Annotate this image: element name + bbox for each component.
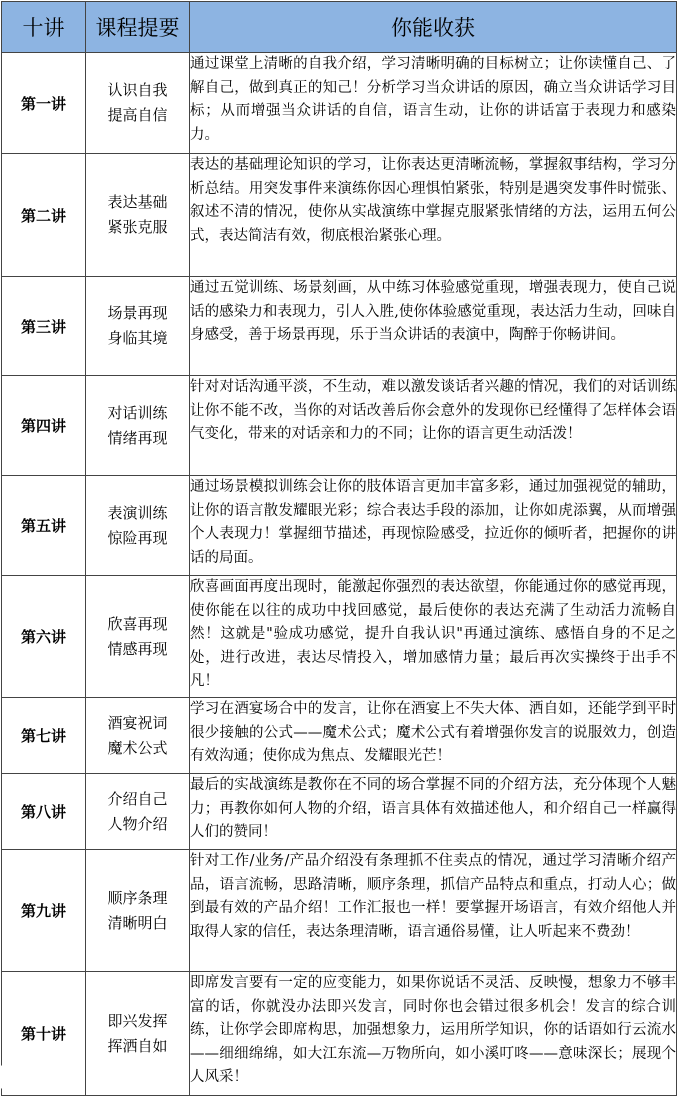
topic-cell — [86, 376, 190, 476]
lecture-cell: 第一讲 — [2, 53, 86, 154]
lecture-cell: 第五讲 — [2, 476, 86, 576]
topic-line: 挥洒自如 — [107, 1036, 168, 1055]
topic-cell — [86, 53, 190, 154]
topic-line: 表达基础 — [107, 193, 168, 211]
lecture-cell: 第四讲 — [2, 376, 86, 476]
topic-cell — [86, 698, 190, 774]
topic-line: 紧张克服 — [107, 218, 168, 236]
table-row — [2, 774, 677, 850]
topic-line: 人物介绍 — [107, 814, 168, 833]
gain-cell: 学习在酒宴场合中的发言，让你在酒宴上不失大体、洒自如，还能学到平时很少接触的公式——魔术公式；魔术公式有着增强你发言的说服效力，创造有效沟通；使你成为焦点、发耀眼光芒！ — [190, 698, 677, 774]
topic-line: 酒宴祝词 — [107, 713, 168, 732]
topic-line: 认识自我 — [107, 81, 168, 99]
topic-line: 情感再现 — [107, 639, 168, 658]
table-row — [2, 53, 677, 154]
gain-cell: 针对对话沟通平淡，不生动，难以激发谈话者兴趣的情况，我们的对话训练让你不能不改，当你的对话改善后你会意外的发现你已经懂得了怎样体会语气变化，带来的对话亲和力的不同；让你的语言更生动活泼！ — [190, 376, 677, 476]
table-row — [2, 476, 677, 576]
gain-cell: 通过场景模拟训练会让你的肢体语言更加丰富多彩，通过加强视觉的辅助，让你的语言散发耀眼光彩；综合表达手段的添加，让你如虎添翼，从而增强个人表现力！掌握细节描述，再现惊险感受，拉近你的倾听者，把握你的讲话的局面。 — [190, 476, 677, 576]
table-row — [2, 154, 677, 277]
topic-line: 惊险再现 — [107, 528, 168, 547]
topic-cell — [86, 154, 190, 277]
topic-line: 清晰明白 — [107, 913, 168, 932]
header-row — [2, 2, 677, 53]
topic-line: 对话训练 — [107, 403, 168, 422]
table-row — [2, 698, 677, 774]
topic-cell — [86, 277, 190, 376]
lecture-cell: 第六讲 — [2, 576, 86, 698]
lecture-cell: 第三讲 — [2, 277, 86, 376]
topic-line: 即兴发挥 — [107, 1011, 168, 1030]
gain-cell: 通过课堂上清晰的自我介绍，学习清晰明确的目标树立；让你读懂自己、了解自己，做到真正的知己！分析学习当众讲话的原因，确立当众讲话学习目标；从而增强当众讲话的自信，语言生动，让你的讲话富于表现力和感染力。 — [190, 53, 677, 154]
topic-cell — [86, 850, 190, 972]
lecture-cell: 第十讲 — [2, 972, 86, 1096]
table-row — [2, 576, 677, 698]
topic-line: 提高自信 — [107, 106, 168, 124]
gain-cell: 欣喜画面再度出现时，能激起你强烈的表达欲望，你能通过你的感觉再现，使你能在以往的成功中找回感觉，最后使你的表达充满了生动活力流畅自然！这就是"验成功感觉，提升自我认识"再通过演练、感悟自身的不足之处，进行改进，表达尽情投入，增加感情力量；最后再次实操终于出手不凡！ — [190, 576, 677, 698]
gain-cell: 即席发言要有一定的应变能力，如果你说话不灵活、反映慢，想象力不够丰富的话，你就没办法即兴发言，同时你也会错过很多机会！发言的综合训练，让你学会即席构思，加强想象力，运用所学知识，你的话语如行云流水——细细绵绵，如大江东流—万物所向，如小溪叮咚——意味深长；展现个人风采！ — [190, 972, 677, 1096]
table-row — [2, 376, 677, 476]
table-row — [2, 850, 677, 972]
table-row — [2, 972, 677, 1096]
lecture-cell: 第二讲 — [2, 154, 86, 277]
gain-cell: 通过五觉训练、场景刻画，从中练习体验感觉重现，增强表现力，使自己说话的感染力和表现力，引人入胜,使你体验感觉重现，表达活力生动，回味自身感受，善于场景再现，乐于当众讲话的表演中，陶醉于你畅讲间。 — [190, 277, 677, 376]
topic-line: 表演训练 — [107, 503, 168, 522]
topic-line: 欣喜再现 — [107, 614, 168, 633]
table-row — [2, 277, 677, 376]
topic-line: 场景再现 — [107, 304, 168, 322]
lecture-cell: 第七讲 — [2, 698, 86, 774]
topic-cell — [86, 476, 190, 576]
curriculum-table — [1, 1, 677, 1096]
header-lecture: 十讲 — [2, 2, 86, 53]
header-gain: 你能收获 — [190, 2, 677, 53]
gain-cell: 表达的基础理论知识的学习，让你表达更清晰流畅，掌握叙事结构，学习分析总结。用突发事件来演练你因心理惧怕紧张，特别是遇突发事件时慌张、叙述不清的情况，使你从实战演练中掌握克服紧张情绪的方法，运用五何公式，表达简洁有效，彻底根治紧张心理。 — [190, 154, 677, 277]
topic-cell — [86, 972, 190, 1096]
topic-cell — [86, 774, 190, 850]
header-outline: 课程提要 — [86, 2, 190, 53]
topic-line: 介绍自己 — [107, 789, 168, 808]
topic-cell — [86, 576, 190, 698]
gain-cell: 最后的实战演练是教你在不同的场合掌握不同的介绍方法，充分体现个人魅力；再教你如何人物的介绍，语言具体有效描述他人，和介绍自己一样赢得人们的赞同！ — [190, 774, 677, 850]
lecture-cell: 第九讲 — [2, 850, 86, 972]
gain-cell: 针对工作/业务/产品介绍没有条理抓不住卖点的情况，通过学习清晰介绍产品，语言流畅，思路清晰，顺序条理，抓信产品特点和重点，打动人心；做到最有效的产品介绍！工作汇报也一样！要掌握开场语言，有效介绍他人并取得人家的信任，表达条理清晰，语言通俗易懂，让人听起来不费劲！ — [190, 850, 677, 972]
topic-line: 身临其境 — [107, 329, 168, 347]
topic-line: 魔术公式 — [107, 738, 168, 757]
topic-line: 顺序条理 — [107, 888, 168, 907]
topic-line: 情绪再现 — [107, 428, 168, 447]
lecture-cell: 第八讲 — [2, 774, 86, 850]
